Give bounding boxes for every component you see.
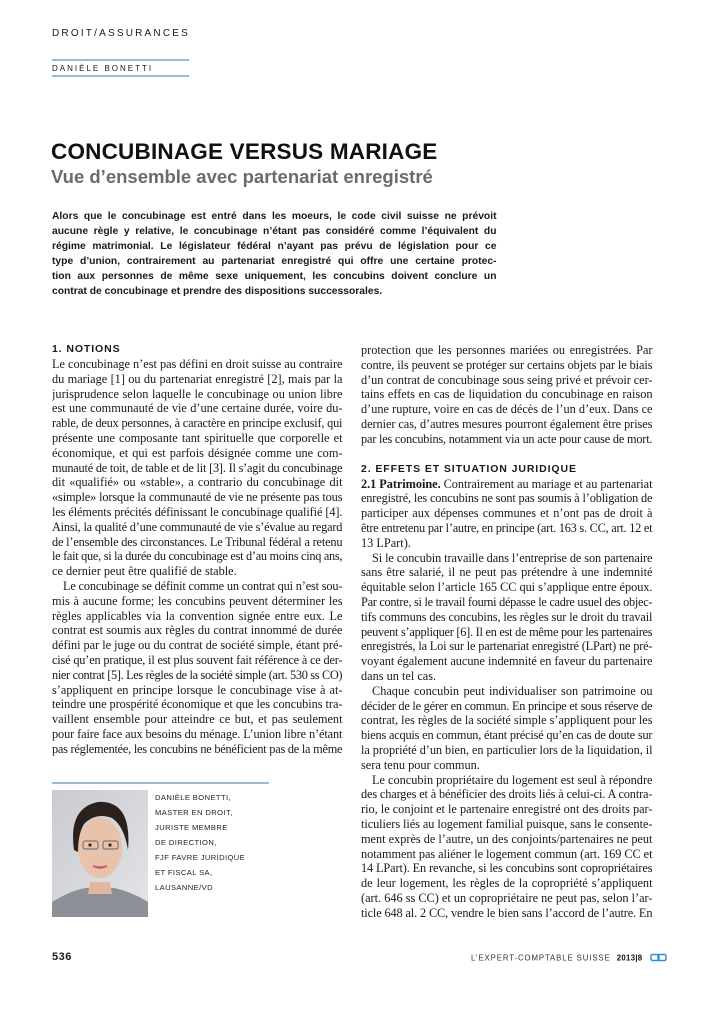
abstract-line: Alors que le concubinage est entré dans les moeurs, le code civil suisse ne prévoit bbox=[52, 211, 497, 222]
text-line: vaillent ensemble pour atteindre ce but, et pas seulement bbox=[52, 712, 343, 727]
text-line: enregistrés, la Loi sur le partenariat enregistré (LPart) ne pré- bbox=[361, 639, 653, 654]
text-line: économique, et qui est parfois désignée comme une com- bbox=[52, 445, 343, 460]
abstract-line: aucune règle y relative, le concubinage n’étant pas considéré comme l’équivalent du bbox=[52, 226, 497, 238]
text-line: mis à aucune forme; les concubins peuvent déterminer les bbox=[52, 593, 343, 608]
text-line: enregistré, les concubins ne sont pas soumis à l’obligation de bbox=[361, 491, 653, 506]
text-line: participer aux dépenses communes et n’ont pas de droit à bbox=[361, 506, 653, 521]
text-line: pour faire face aux besoins du ménage. L’union libre n’étant bbox=[52, 726, 343, 741]
text-line: s’appliquent en principe lorsque le concubinage vise à at- bbox=[52, 682, 343, 697]
text-line: notamment pas aliéner le logement commun (art. 169 CC et bbox=[361, 846, 653, 861]
text-line: (art. 646 ss CC) et un copropriétaire ne peut pas, selon l’ar- bbox=[361, 890, 653, 905]
paragraph-gap bbox=[361, 447, 653, 461]
text-line: de l’ensemble des circonstances. Le Tribunal fédéral a retenu bbox=[52, 534, 343, 549]
byline-rule-top bbox=[52, 59, 189, 61]
text-line: dernier cas, d’autres mesures pourront également être prises bbox=[361, 416, 653, 431]
author-bio bbox=[155, 790, 245, 895]
text-line: ce dernier peut être qualifié de stable. bbox=[52, 564, 237, 579]
right-column bbox=[361, 343, 653, 920]
text-line: défini par le juge ou du contrat de société simple, étant pré- bbox=[52, 638, 343, 653]
text-line: teindre une prospérité économique et que les concubins tra- bbox=[52, 697, 343, 712]
text-line: peuvent s’appliquer [6]. Il en est de même pour les partenaires bbox=[361, 624, 653, 639]
text-line: protection que les personnes mariées ou enregistrées. Par bbox=[361, 343, 653, 357]
text-line: ticuliers liés au logement familial puisque, sans le consente- bbox=[361, 816, 653, 831]
text-line: sans être salarié, il ne peut pas prétendre à une indemnité bbox=[361, 565, 653, 580]
issue-number: 2013|8 bbox=[616, 953, 643, 963]
text-line: munauté de toit, de table et de lit [3]. Il s’agit du concubinage bbox=[52, 460, 343, 475]
text-line: nier contrat [5]. Les règles de la société simple (art. 530 ss CO) bbox=[52, 667, 343, 682]
text-line: Le concubinage n’est pas défini en droit suisse au contraire bbox=[52, 357, 343, 371]
bio-line: FJF FAVRE JURIDIQUE bbox=[155, 853, 246, 862]
paragraph bbox=[361, 477, 653, 551]
text-line: de leur logement, les règles de la copropriété s’appliquent bbox=[361, 876, 653, 891]
text-line: d’une rupture, voire en cas de décès de l’un d’eux. Dans ce bbox=[361, 402, 653, 417]
text-line: biens acquis en commun, étant précisé qu’en cas de doute sur bbox=[361, 728, 653, 743]
bio-line: DANIÈLE BONETTI, bbox=[155, 793, 232, 802]
paragraph bbox=[361, 551, 653, 684]
article-abstract bbox=[52, 209, 497, 300]
text-line: dit «qualifié» ou «stable», a contrario du concubinage dit bbox=[52, 475, 343, 490]
publisher-logo-icon bbox=[650, 953, 668, 964]
byline-rule-bottom bbox=[52, 75, 189, 77]
text-line: 2.1 Patrimoine. Contrairement au mariage et au partenariat bbox=[361, 476, 653, 491]
text-line: Par contre, si le travail fourni dépasse le cadre usuel des objec- bbox=[361, 594, 653, 609]
left-column bbox=[52, 341, 343, 757]
paragraph bbox=[52, 357, 343, 579]
text-line: des charges et à bénéficier des droits liés à celui-ci. A contra- bbox=[361, 787, 653, 802]
bio-line: MASTER EN DROIT, bbox=[155, 808, 233, 817]
bio-line: DE DIRECTION, bbox=[155, 838, 217, 847]
bio-rule bbox=[52, 782, 269, 784]
text-line: Si le concubin travaille dans l’entreprise de son partenaire bbox=[372, 550, 653, 565]
text-line: rable, de deux personnes, à caractère en principe exclusif, qui bbox=[52, 416, 343, 431]
text-line: tifs communs des concubins, les règles sur le droit du travail bbox=[361, 609, 653, 624]
text-line: cisé qu’en pratique, il est plus souvent fait référence à ce der- bbox=[52, 652, 343, 667]
text-line: rio, le conjoint et le partenaire enregistré ont des droits par- bbox=[361, 802, 653, 817]
article-subtitle: Vue d’ensemble avec partenariat enregistré bbox=[51, 166, 433, 187]
text-line: le fait que, si la durée du concubinage est d’au moins cinq ans, bbox=[52, 549, 343, 564]
text-line: Ainsi, la qualité d’une communauté de vie s’évalue au regard bbox=[52, 519, 343, 534]
author-photo bbox=[52, 790, 148, 917]
publication-name: L’EXPERT-COMPTABLE SUISSE bbox=[471, 953, 611, 963]
text-line: équitable selon l’article 165 CC qui s’applique entre époux. bbox=[361, 580, 653, 595]
text-line: les éléments précités définissant le concubinage qualifié [4]. bbox=[52, 504, 343, 519]
text-line: 13 LPart). bbox=[361, 535, 411, 550]
paragraph bbox=[52, 579, 343, 757]
text-line: contrat, les règles de la société simple s’appliquent pour les bbox=[361, 713, 653, 728]
text-line: du mariage [1] ou du partenariat enregistré [2], mais par la bbox=[52, 371, 343, 386]
text-line: ment exprès de l’autre, un des conjoints/partenaires ne peut bbox=[361, 831, 653, 846]
text-line: d’un contrat de concubinage sous seing privé et prévoir cer- bbox=[361, 372, 653, 387]
paragraph-lead: 2.1 Patrimoine. bbox=[361, 476, 441, 491]
bio-line: ET FISCAL SA, bbox=[155, 868, 213, 877]
text-line: ticle 648 al. 2 CC, vendre le bien sans l’accord de l’autre. En bbox=[361, 905, 653, 920]
text-line: Chaque concubin peut individualiser son patrimoine ou bbox=[372, 683, 653, 698]
text-line: sera tenu pour commun. bbox=[361, 757, 480, 772]
text-line: contre, ils peuvent se protéger sur certains objets par le biais bbox=[361, 357, 653, 372]
text-line: règles applicables via la convention signée entre eux. Le bbox=[52, 608, 343, 623]
abstract-line: tion aux personnes de même sexe uniquement, les concubins doivent conclure un bbox=[52, 271, 497, 283]
text-line: contrat est soumis aux règles du contrat innommé de durée bbox=[52, 623, 343, 638]
bio-line: JURISTE MEMBRE bbox=[155, 823, 228, 832]
text-line: par les concubins, notamment via un acte pour cause de mort. bbox=[361, 431, 653, 446]
text-line: la propriété d’un bien, en particulier lors de la liquidation, il bbox=[361, 742, 653, 757]
abstract-line: type d’union, contrairement au partenariat enregistré qui offre une certaine protec- bbox=[52, 256, 497, 268]
text-line: Le concubin propriétaire du logement est seul à répondre bbox=[372, 772, 653, 787]
abstract-line: régime matrimonial. Le législateur fédéral n’ayant pas prévu de législation pour ce bbox=[52, 241, 497, 253]
text-line: «simple» lorsque la communauté de vie ne présente pas tous bbox=[52, 490, 343, 505]
text-line: est une communauté de vie d’une certaine durée, voire du- bbox=[52, 401, 343, 416]
text-line: pas réglementée, les concubins ne bénéficient pas de la même bbox=[52, 741, 343, 756]
article-title: CONCUBINAGE VERSUS MARIAGE bbox=[51, 139, 438, 164]
bio-line: LAUSANNE/VD bbox=[155, 883, 213, 892]
text-line: voyant également aucune indemnité en faveur du partenaire bbox=[361, 654, 653, 669]
text-line: présente une composante tant spirituelle que corporelle et bbox=[52, 430, 343, 445]
text-line: tains effets en cas de liquidation du concubinage en raison bbox=[361, 387, 653, 402]
section-heading: 2. EFFETS ET SITUATION JURIDIQUE bbox=[361, 462, 577, 475]
text-line: dans un tel cas. bbox=[361, 668, 437, 683]
text-line: Le concubinage se définit comme un contrat qui n’est sou- bbox=[63, 578, 343, 593]
paragraph bbox=[361, 343, 653, 447]
text-line: jurisprudence selon laquelle le concubinage ou union libre bbox=[52, 386, 343, 401]
section-rubric: DROIT/ASSURANCES bbox=[52, 28, 190, 39]
section-heading: 1. NOTIONS bbox=[52, 343, 121, 355]
text-line: 14 LPart). En revanche, si les concubins sont copropriétaires bbox=[361, 861, 653, 876]
text-line: décider de le gérer en commun. En principe et sous réserve de bbox=[361, 698, 653, 713]
page-number: 536 bbox=[52, 951, 72, 963]
abstract-line: contrat de concubinage et prendre des dispositions successorales. bbox=[52, 286, 383, 298]
footer-publication bbox=[471, 953, 668, 964]
text-line: être entretenu par l’autre, en principe (art. 163 s. CC, art. 12 et bbox=[361, 520, 653, 535]
paragraph bbox=[361, 684, 653, 773]
paragraph bbox=[361, 773, 653, 921]
author-byline: DANIÈLE BONETTI bbox=[52, 64, 154, 73]
